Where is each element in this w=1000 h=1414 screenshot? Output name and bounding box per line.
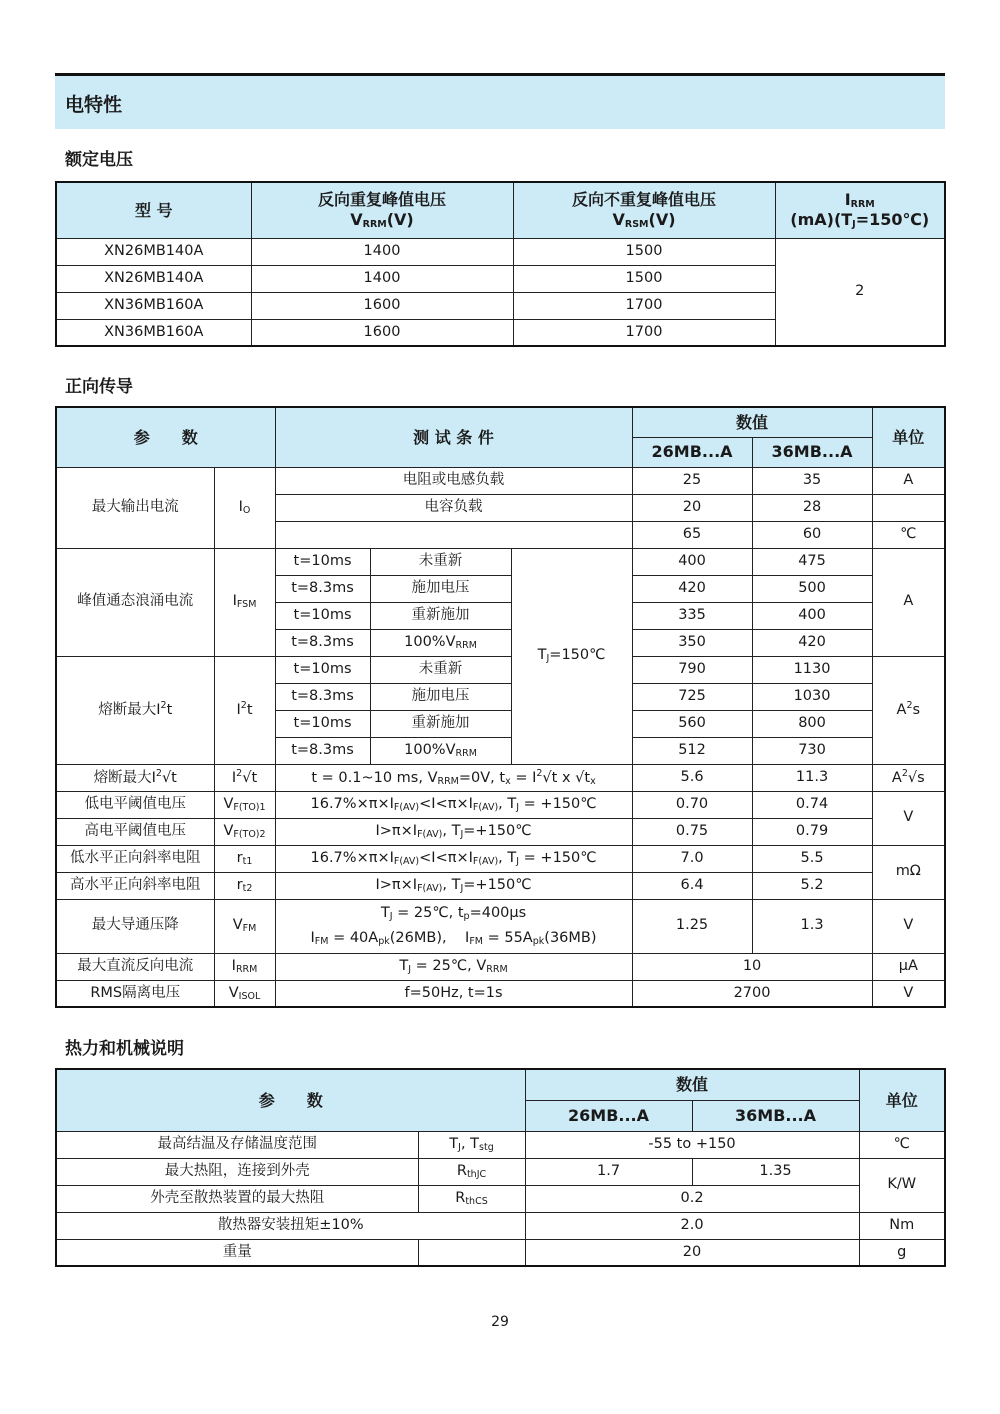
- param-name: 熔断最大$I^2t$: [56, 656, 214, 764]
- param-name: 低水平正向斜率电阻: [56, 845, 214, 872]
- time-cell: t=8.3ms: [275, 737, 370, 764]
- table-row: [56, 1131, 945, 1158]
- vrrm-cell: 1400: [251, 265, 513, 292]
- param-name: 最大热阻，连接到外壳: [56, 1158, 418, 1185]
- rated-voltage-heading: 额定电压: [65, 150, 133, 170]
- unit-cell: Nm: [859, 1212, 945, 1239]
- value-cell: 1.25: [632, 899, 752, 953]
- table-row: [56, 791, 945, 818]
- value-cell: 420: [752, 629, 872, 656]
- col-irrm: $I_{RRM}$ $(mA)(T_J=150℃)$: [775, 182, 945, 238]
- cond-cell: t = 0.1~10 ms, $V_{RRM}=0V$, $t_x = I^2√t$ x $√t_x$: [275, 764, 632, 791]
- value-cell: 475: [752, 548, 872, 575]
- value-cell: 25: [632, 467, 752, 494]
- time-cell: t=10ms: [275, 548, 370, 575]
- value-cell: 10: [632, 953, 872, 980]
- unit-cell: $A^2s$: [872, 656, 945, 764]
- unit-cell: V: [872, 980, 945, 1007]
- unit-cell: V: [872, 899, 945, 953]
- cond-cell: $I>\pi\times I_{F(AV)}$, $T_J=+150℃$: [275, 872, 632, 899]
- col-param: 参 数: [56, 1069, 525, 1131]
- cond-cell: $16.7\%\times\pi\times I_{F(AV)}<I<\pi\times I_{F(AV)}$, $T_J$ = +150℃: [275, 845, 632, 872]
- cond-cell: 施加电压: [370, 575, 511, 602]
- param-symbol: $R_{thJC}$: [418, 1158, 525, 1185]
- param-symbol: $I^2√t$: [214, 764, 275, 791]
- cond-cell: f=50Hz, t=1s: [275, 980, 632, 1007]
- vrrm-cell: 1400: [251, 238, 513, 265]
- unit-cell: ℃: [872, 521, 945, 548]
- cond-cell: 电阻或电感负载: [275, 467, 632, 494]
- param-name: 外壳至散热装置的最大热阻: [56, 1185, 418, 1212]
- value-cell: 35: [752, 467, 872, 494]
- value-cell: 5.2: [752, 872, 872, 899]
- col-36mb: 36MB...A: [752, 437, 872, 467]
- value-cell: 350: [632, 629, 752, 656]
- table-row: [56, 238, 945, 265]
- table-row: [56, 953, 945, 980]
- cond-cell: 重新施加: [370, 602, 511, 629]
- value-cell: 6.4: [632, 872, 752, 899]
- param-name: RMS隔离电压: [56, 980, 214, 1007]
- vrsm-cell: 1500: [513, 265, 775, 292]
- value-cell: 560: [632, 710, 752, 737]
- param-name: 最大导通压降: [56, 899, 214, 953]
- time-cell: t=10ms: [275, 602, 370, 629]
- value-cell: 0.79: [752, 818, 872, 845]
- param-name: 最大输出电流: [56, 467, 214, 548]
- cond-cell: 重新施加: [370, 710, 511, 737]
- value-cell: 500: [752, 575, 872, 602]
- table-row: [56, 818, 945, 845]
- param-name: 高水平正向斜率电阻: [56, 872, 214, 899]
- value-cell: 730: [752, 737, 872, 764]
- rated-voltage-table: [55, 181, 946, 347]
- col-vrsm: 反向不重复峰值电压 $V_{RSM}(V)$: [513, 182, 775, 238]
- value-cell: 400: [752, 602, 872, 629]
- vrsm-cell: 1500: [513, 238, 775, 265]
- value-cell: 800: [752, 710, 872, 737]
- vrsm-cell: 1700: [513, 292, 775, 319]
- cond-cell: [275, 521, 632, 548]
- unit-cell: A: [872, 548, 945, 656]
- value-cell: 1.3: [752, 899, 872, 953]
- value-cell: 400: [632, 548, 752, 575]
- table-row: [56, 980, 945, 1007]
- section-title: 电特性: [65, 94, 123, 116]
- value-cell: 5.6: [632, 764, 752, 791]
- time-cell: t=10ms: [275, 710, 370, 737]
- unit-cell: V: [872, 791, 945, 845]
- param-name: 重量: [56, 1239, 418, 1266]
- cond-cell: 施加电压: [370, 683, 511, 710]
- value-cell: 1.7: [525, 1158, 692, 1185]
- table-row: [56, 1212, 945, 1239]
- time-cell: t=10ms: [275, 656, 370, 683]
- param-name: 最大直流反向电流: [56, 953, 214, 980]
- value-cell: 1130: [752, 656, 872, 683]
- param-name: 低电平阈值电压: [56, 791, 214, 818]
- param-name: 高电平阈值电压: [56, 818, 214, 845]
- col-model: 型 号: [56, 182, 251, 238]
- value-cell: 65: [632, 521, 752, 548]
- col-unit: 单位: [859, 1069, 945, 1131]
- value-cell: 0.2: [525, 1185, 859, 1212]
- cond-cell: $100\%V_{RRM}$: [370, 629, 511, 656]
- tj-cond-cell: $T_J=150℃$: [511, 548, 632, 764]
- col-36mb: 36MB...A: [692, 1100, 859, 1131]
- param-symbol: $I^2t$: [214, 656, 275, 764]
- col-value: 数值: [525, 1069, 859, 1100]
- value-cell: 0.74: [752, 791, 872, 818]
- unit-cell: A: [872, 467, 945, 494]
- value-cell: 512: [632, 737, 752, 764]
- param-name: 最高结温及存储温度范围: [56, 1131, 418, 1158]
- param-name: 峰值通态浪涌电流: [56, 548, 214, 656]
- value-cell: 335: [632, 602, 752, 629]
- value-cell: 790: [632, 656, 752, 683]
- unit-cell: K/W: [859, 1158, 945, 1212]
- param-symbol: $T_J$, $T_{stg}$: [418, 1131, 525, 1158]
- vrsm-cell: 1700: [513, 319, 775, 346]
- value-cell: 725: [632, 683, 752, 710]
- time-cell: t=8.3ms: [275, 629, 370, 656]
- model-cell: XN36MB160A: [56, 292, 251, 319]
- value-cell: 20: [632, 494, 752, 521]
- table-row: [56, 872, 945, 899]
- vrrm-cell: 1600: [251, 292, 513, 319]
- value-cell: 0.70: [632, 791, 752, 818]
- value-cell: 1.35: [692, 1158, 859, 1185]
- value-cell: 7.0: [632, 845, 752, 872]
- param-symbol: [418, 1239, 525, 1266]
- thermal-table: [55, 1068, 946, 1267]
- table-row: [56, 1158, 945, 1185]
- table-row: [56, 845, 945, 872]
- value-cell: 20: [525, 1239, 859, 1266]
- time-cell: t=8.3ms: [275, 683, 370, 710]
- value-cell: 1030: [752, 683, 872, 710]
- col-26mb: 26MB...A: [632, 437, 752, 467]
- irrm-cell: 2: [775, 238, 945, 346]
- model-cell: XN26MB140A: [56, 265, 251, 292]
- value-cell: 60: [752, 521, 872, 548]
- param-symbol: $r_{t2}$: [214, 872, 275, 899]
- value-cell: -55 to +150: [525, 1131, 859, 1158]
- table-row: [56, 899, 945, 953]
- col-unit: 单位: [872, 407, 945, 467]
- value-cell: 2700: [632, 980, 872, 1007]
- param-symbol: $I_{RRM}$: [214, 953, 275, 980]
- cond-cell: 未重新: [370, 548, 511, 575]
- unit-cell: g: [859, 1239, 945, 1266]
- col-value: 数值: [632, 407, 872, 437]
- forward-table: [55, 406, 946, 1008]
- value-cell: 5.5: [752, 845, 872, 872]
- table-row: [56, 467, 945, 494]
- vrrm-cell: 1600: [251, 319, 513, 346]
- forward-heading: 正向传导: [65, 377, 133, 397]
- cond-cell: $T_J$ = 25℃, $V_{RRM}$: [275, 953, 632, 980]
- col-26mb: 26MB...A: [525, 1100, 692, 1131]
- unit-cell: μA: [872, 953, 945, 980]
- unit-cell: [872, 494, 945, 521]
- param-symbol: $V_{FM}$: [214, 899, 275, 953]
- col-cond: 测 试 条 件: [275, 407, 632, 467]
- table-row: [56, 1185, 945, 1212]
- unit-cell: ℃: [859, 1131, 945, 1158]
- table-row: [56, 764, 945, 791]
- model-cell: XN26MB140A: [56, 238, 251, 265]
- value-cell: 11.3: [752, 764, 872, 791]
- param-symbol: $r_{t1}$: [214, 845, 275, 872]
- cond-cell: $I>\pi\times I_{F(AV)}$, $T_J=+150℃$: [275, 818, 632, 845]
- page-number: 29: [491, 1314, 509, 1330]
- section-title-bar: [55, 73, 945, 129]
- col-vrrm: 反向重复峰值电压 $V_{RRM}(V)$: [251, 182, 513, 238]
- thermal-heading: 热力和机械说明: [65, 1039, 184, 1059]
- param-symbol: $V_{F(TO)1}$: [214, 791, 275, 818]
- cond-cell: 电容负载: [275, 494, 632, 521]
- model-cell: XN36MB160A: [56, 319, 251, 346]
- param-symbol: $V_{ISOL}$: [214, 980, 275, 1007]
- table-row: [56, 548, 945, 575]
- cond-cell: 未重新: [370, 656, 511, 683]
- param-name: 散热器安装扭矩±10%: [56, 1212, 525, 1239]
- param-symbol: $I_O$: [214, 467, 275, 548]
- value-cell: 0.75: [632, 818, 752, 845]
- param-symbol: $V_{F(TO)2}$: [214, 818, 275, 845]
- time-cell: t=8.3ms: [275, 575, 370, 602]
- cond-cell: $100\%V_{RRM}$: [370, 737, 511, 764]
- value-cell: 420: [632, 575, 752, 602]
- value-cell: 2.0: [525, 1212, 859, 1239]
- param-name: 熔断最大$I^2√t$: [56, 764, 214, 791]
- unit-cell: $A^2√s$: [872, 764, 945, 791]
- param-symbol: $I_{FSM}$: [214, 548, 275, 656]
- cond-cell: $T_J$ = 25℃, $t_p=400\mu s$ $I_{FM} = 40A_{pk}(26MB)$, $I_{FM} = 55A_{pk}(36MB)$: [275, 899, 632, 953]
- table-row: [56, 1239, 945, 1266]
- unit-cell: mΩ: [872, 845, 945, 899]
- col-param: 参 数: [56, 407, 275, 467]
- value-cell: 28: [752, 494, 872, 521]
- table-row: [56, 656, 945, 683]
- param-symbol: $R_{thCS}$: [418, 1185, 525, 1212]
- cond-cell: $16.7\%\times\pi\times I_{F(AV)}<I<\pi\times I_{F(AV)}$, $T_J$ = +150℃: [275, 791, 632, 818]
